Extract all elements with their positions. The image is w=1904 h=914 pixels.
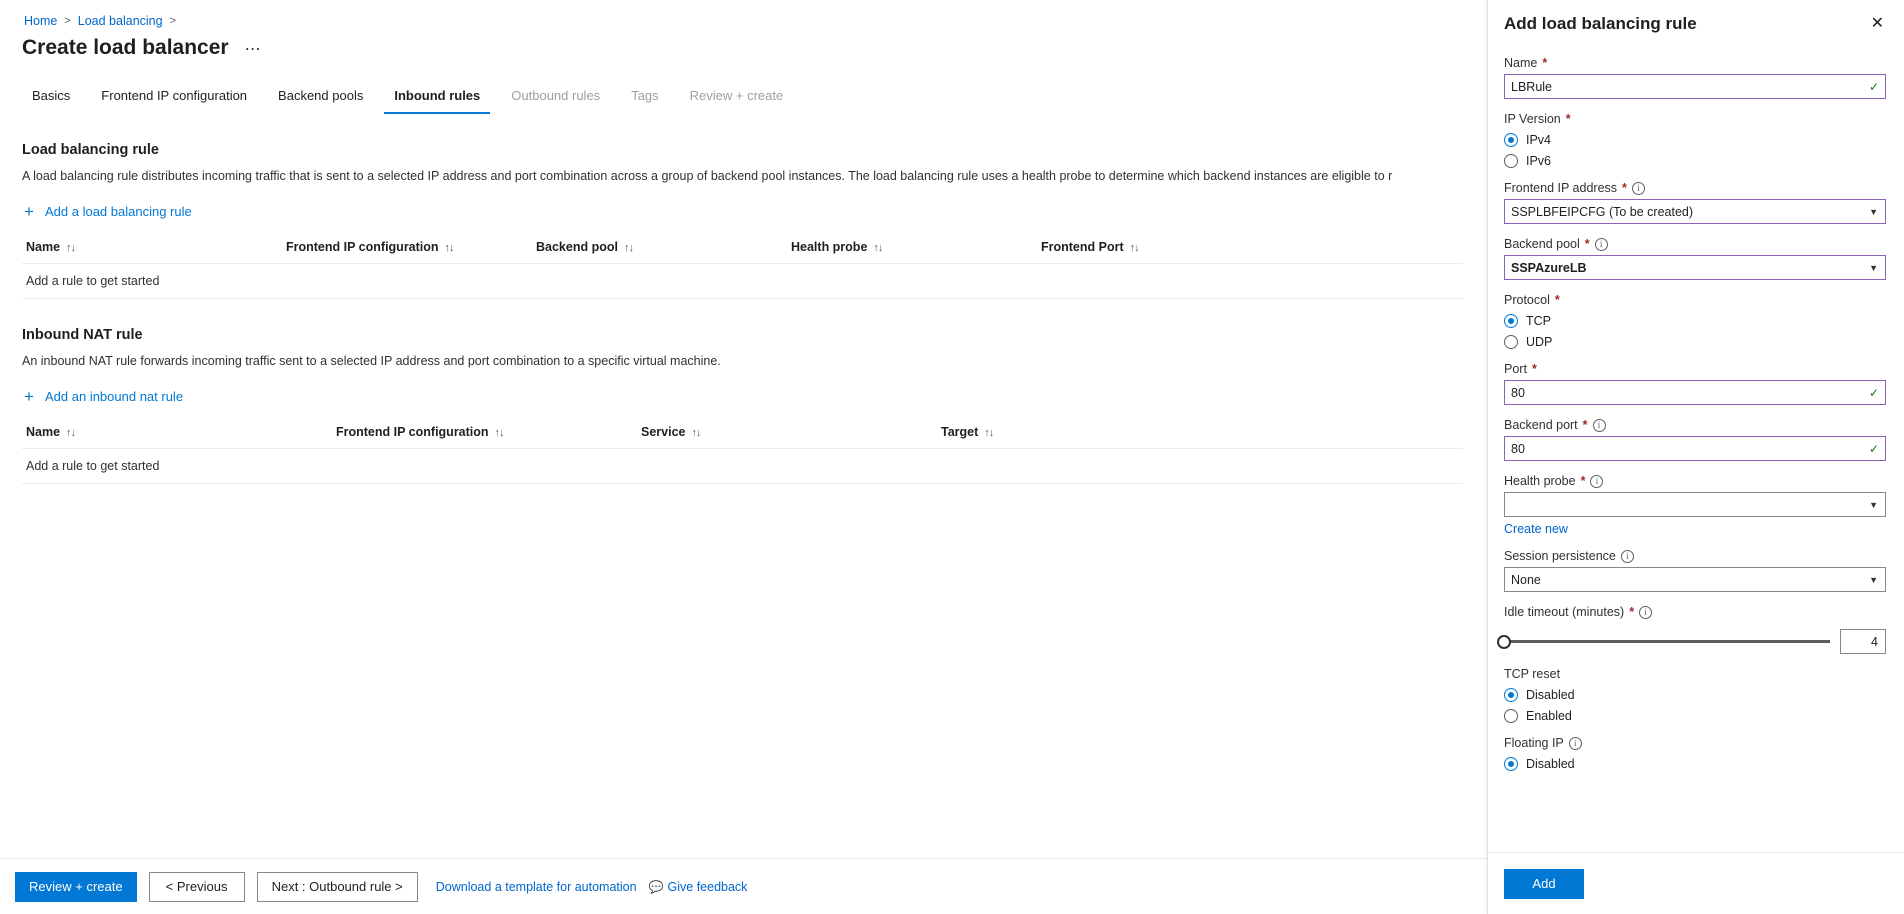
nat-rule-table-header-row bbox=[22, 419, 1463, 449]
create-new-health-probe-link[interactable]: Create new bbox=[1504, 522, 1568, 536]
lb-col-frontend-port[interactable]: Frontend Port ↑↓ bbox=[1037, 234, 1463, 264]
required-marker: * bbox=[1542, 56, 1548, 70]
lb-rule-section-description: A load balancing rule distributes incoming traffic that is sent to a selected IP address and port combination across a group of backend pool instances. The load balancing rule uses a health probe to determine which backend instances are eligible to r bbox=[22, 169, 1393, 183]
radio-icon bbox=[1504, 757, 1518, 771]
valid-check-icon: ✓ bbox=[1868, 79, 1879, 94]
info-icon[interactable]: i bbox=[1593, 419, 1606, 432]
health-probe-dropdown[interactable] bbox=[1504, 492, 1886, 517]
review-create-button[interactable]: Review + create bbox=[15, 872, 137, 902]
health-probe-label: Health probe * i bbox=[1504, 474, 1886, 488]
port-label: Port * bbox=[1504, 362, 1537, 376]
lb-rule-empty-text: Add a rule to get started bbox=[22, 264, 1463, 299]
required-marker: * bbox=[1622, 181, 1627, 195]
panel-title: Add load balancing rule bbox=[1504, 14, 1697, 33]
info-icon[interactable]: i bbox=[1621, 550, 1634, 563]
more-options-button[interactable]: ⋯ bbox=[244, 41, 262, 58]
previous-button[interactable]: < Previous bbox=[149, 872, 245, 902]
sort-icon: ↑↓ bbox=[1129, 242, 1139, 255]
lb-col-name[interactable]: Name ↑↓ bbox=[22, 234, 282, 264]
title-row bbox=[0, 28, 1487, 60]
field-floating-ip bbox=[1504, 736, 1886, 771]
sort-icon: ↑↓ bbox=[984, 427, 994, 440]
tab-tags: Tags bbox=[631, 88, 659, 103]
field-tcp-reset bbox=[1504, 667, 1886, 723]
nat-rule-table bbox=[22, 419, 1463, 484]
tab-bar bbox=[0, 60, 1487, 114]
field-session-persistence bbox=[1504, 549, 1886, 592]
tab-backend-pools[interactable]: Backend pools bbox=[278, 88, 364, 103]
close-icon[interactable]: ✕ bbox=[1870, 15, 1884, 32]
add-load-balancing-rule-button[interactable] bbox=[22, 203, 1463, 220]
chevron-down-icon: ▼ bbox=[1869, 499, 1878, 510]
backend-port-label: Backend port * i bbox=[1504, 418, 1886, 432]
chevron-down-icon: ▼ bbox=[1869, 574, 1878, 585]
info-icon[interactable]: i bbox=[1639, 606, 1652, 619]
name-label: Name * bbox=[1504, 56, 1548, 70]
plus-icon: + bbox=[24, 202, 34, 222]
field-backend-port bbox=[1504, 418, 1886, 461]
sort-icon: ↑↓ bbox=[691, 427, 701, 440]
session-persistence-value: None bbox=[1511, 572, 1541, 587]
floating-ip-label: Floating IP i bbox=[1504, 736, 1886, 750]
field-backend-pool bbox=[1504, 237, 1886, 280]
name-input[interactable] bbox=[1504, 74, 1886, 99]
backend-pool-label: Backend pool * i bbox=[1504, 237, 1886, 251]
radio-icon bbox=[1504, 688, 1518, 702]
radio-icon bbox=[1504, 709, 1518, 723]
panel-body[interactable] bbox=[1488, 46, 1904, 852]
backend-pool-dropdown[interactable] bbox=[1504, 255, 1886, 280]
nat-rule-section-description: An inbound NAT rule forwards incoming traffic sent to a selected IP address and port combination to a specific virtual machine. bbox=[22, 354, 721, 369]
add-load-balancing-rule-label: Add a load balancing rule bbox=[45, 204, 192, 220]
chevron-down-icon: ▼ bbox=[1869, 262, 1878, 273]
idle-timeout-slider-row bbox=[1504, 629, 1886, 654]
panel-footer bbox=[1488, 852, 1904, 914]
next-outbound-rule-button[interactable]: Next : Outbound rule > bbox=[257, 872, 418, 902]
add-load-balancing-rule-panel bbox=[1487, 0, 1904, 914]
radio-icon bbox=[1504, 335, 1518, 349]
frontend-ip-dropdown[interactable] bbox=[1504, 199, 1886, 224]
sort-icon: ↑↓ bbox=[623, 242, 633, 255]
required-marker: * bbox=[1565, 112, 1571, 126]
panel-header bbox=[1488, 0, 1904, 34]
breadcrumb bbox=[0, 0, 1487, 28]
lb-col-frontend-ip-configuration[interactable]: Frontend IP configuration ↑↓ bbox=[282, 234, 532, 264]
ip-version-option-ipv4[interactable]: IPv4 bbox=[1504, 133, 1886, 147]
slider-thumb[interactable] bbox=[1497, 635, 1511, 649]
inbound-nat-rule-section bbox=[0, 327, 1487, 484]
protocol-label: Protocol * bbox=[1504, 293, 1560, 307]
required-marker: * bbox=[1629, 605, 1635, 619]
required-marker: * bbox=[1580, 474, 1586, 488]
frontend-ip-label: Frontend IP address * i bbox=[1504, 181, 1886, 195]
session-persistence-label: Session persistence i bbox=[1504, 549, 1886, 563]
info-icon[interactable]: i bbox=[1595, 238, 1608, 251]
nat-rule-empty-text: Add a rule to get started bbox=[22, 449, 1463, 484]
radio-icon bbox=[1504, 133, 1518, 147]
idle-timeout-value[interactable]: 4 bbox=[1840, 629, 1886, 654]
idle-timeout-label: Idle timeout (minutes) * i bbox=[1504, 605, 1886, 619]
give-feedback-label: Give feedback bbox=[667, 879, 748, 894]
nat-col-target[interactable]: Target ↑↓ bbox=[937, 419, 1463, 449]
port-input-wrap bbox=[1504, 380, 1886, 405]
tab-inbound-rules[interactable]: Inbound rules bbox=[384, 82, 490, 114]
table-row bbox=[22, 449, 1463, 484]
tcp-reset-option-disabled[interactable]: Disabled bbox=[1504, 688, 1886, 702]
nat-col-name[interactable]: Name ↑↓ bbox=[22, 419, 332, 449]
page-title: Create load balancer bbox=[22, 36, 229, 59]
add-button[interactable]: Add bbox=[1504, 869, 1584, 899]
radio-icon bbox=[1504, 314, 1518, 328]
info-icon[interactable]: i bbox=[1590, 475, 1603, 488]
field-ip-version bbox=[1504, 112, 1886, 168]
field-port bbox=[1504, 362, 1886, 405]
sort-icon: ↑↓ bbox=[66, 427, 76, 440]
feedback-icon: 💬 bbox=[648, 879, 664, 894]
tab-outbound-rules: Outbound rules bbox=[511, 88, 601, 103]
backend-pool-value: SSPAzureLB bbox=[1511, 260, 1587, 275]
add-inbound-nat-rule-label: Add an inbound nat rule bbox=[45, 389, 184, 405]
breadcrumb-separator-icon: > bbox=[64, 15, 71, 27]
tcp-reset-label: TCP reset bbox=[1504, 667, 1561, 681]
valid-check-icon: ✓ bbox=[1868, 441, 1879, 456]
valid-check-icon: ✓ bbox=[1868, 385, 1879, 400]
field-health-probe bbox=[1504, 474, 1886, 536]
lb-col-health-probe[interactable]: Health probe ↑↓ bbox=[787, 234, 1037, 264]
session-persistence-dropdown[interactable] bbox=[1504, 567, 1886, 592]
plus-icon: + bbox=[24, 387, 34, 407]
ip-version-option-ipv6[interactable]: IPv6 bbox=[1504, 154, 1886, 168]
download-template-link[interactable]: Download a template for automation bbox=[435, 879, 637, 894]
backend-port-input[interactable] bbox=[1504, 436, 1886, 461]
sort-icon: ↑↓ bbox=[444, 242, 454, 255]
add-inbound-nat-rule-button[interactable] bbox=[22, 388, 1463, 405]
bottom-command-bar bbox=[0, 858, 1487, 914]
field-protocol bbox=[1504, 293, 1886, 349]
breadcrumb-separator-icon-2: > bbox=[169, 15, 177, 27]
tab-frontend-ip-configuration[interactable]: Frontend IP configuration bbox=[101, 88, 248, 103]
floating-ip-option-disabled[interactable]: Disabled bbox=[1504, 757, 1886, 771]
field-name bbox=[1504, 56, 1886, 99]
nat-rule-section-title: Inbound NAT rule bbox=[22, 327, 143, 344]
table-row bbox=[22, 264, 1463, 299]
sort-icon: ↑↓ bbox=[873, 242, 883, 255]
frontend-ip-value: SSPLBFEIPCFG (To be created) bbox=[1511, 204, 1694, 219]
load-balancing-rule-section bbox=[0, 142, 1487, 299]
chevron-down-icon: ▼ bbox=[1869, 206, 1878, 217]
lb-rule-table-header-row bbox=[22, 234, 1463, 264]
breadcrumb-item-home[interactable]: Home bbox=[24, 14, 58, 28]
nat-col-frontend-ip-configuration[interactable]: Frontend IP configuration ↑↓ bbox=[332, 419, 637, 449]
radio-icon bbox=[1504, 154, 1518, 168]
lb-rule-section-title: Load balancing rule bbox=[22, 142, 159, 158]
sort-icon: ↑↓ bbox=[494, 427, 504, 440]
tcp-reset-option-enabled[interactable]: Enabled bbox=[1504, 709, 1886, 723]
lb-col-backend-pool[interactable]: Backend pool ↑↓ bbox=[532, 234, 787, 264]
info-icon[interactable]: i bbox=[1569, 737, 1582, 750]
idle-timeout-slider[interactable] bbox=[1504, 640, 1830, 643]
field-frontend-ip-address bbox=[1504, 181, 1886, 224]
tab-review-create: Review + create bbox=[689, 88, 784, 103]
lb-rule-table bbox=[22, 234, 1463, 299]
info-icon[interactable]: i bbox=[1632, 182, 1645, 195]
ip-version-label: IP Version * bbox=[1504, 112, 1571, 126]
required-marker: * bbox=[1554, 293, 1560, 307]
name-input-wrap bbox=[1504, 74, 1886, 99]
required-marker: * bbox=[1531, 362, 1537, 376]
backend-port-input-wrap bbox=[1504, 436, 1886, 461]
sort-icon: ↑↓ bbox=[66, 242, 76, 255]
protocol-option-tcp[interactable]: TCP bbox=[1504, 314, 1886, 328]
tab-basics[interactable]: Basics bbox=[32, 88, 71, 103]
port-input[interactable] bbox=[1504, 380, 1886, 405]
give-feedback-link[interactable] bbox=[649, 880, 748, 894]
field-idle-timeout bbox=[1504, 605, 1886, 654]
required-marker: * bbox=[1582, 418, 1588, 432]
required-marker: * bbox=[1584, 237, 1590, 251]
breadcrumb-item-load-balancing[interactable]: Load balancing bbox=[77, 14, 163, 28]
nat-col-service[interactable]: Service ↑↓ bbox=[637, 419, 937, 449]
protocol-option-udp[interactable]: UDP bbox=[1504, 335, 1886, 349]
